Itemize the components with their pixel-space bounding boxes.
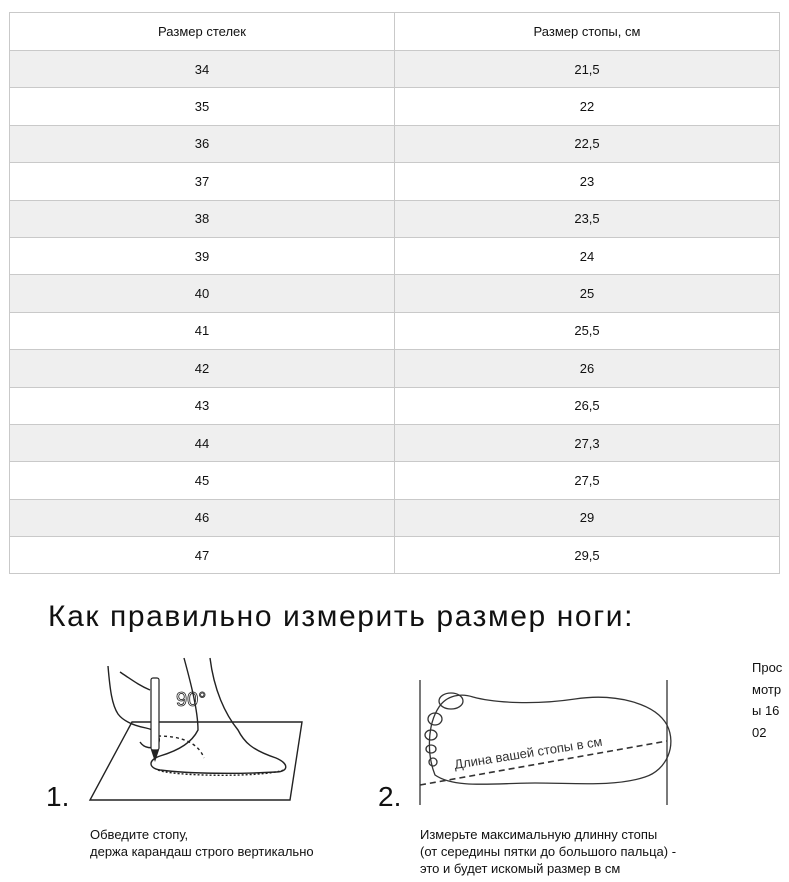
foot-length-cell: 22 [395, 88, 780, 125]
table-row [10, 88, 780, 125]
foot-length-cell: 26,5 [395, 387, 780, 424]
foot-length-cell: 27,3 [395, 424, 780, 461]
foot-length-cell: 25,5 [395, 312, 780, 349]
step-1-caption-line: держа карандаш строго вертикально [90, 844, 314, 859]
insole-size-cell: 46 [10, 499, 395, 536]
length-label: Длина вашей стопы в см [453, 733, 604, 772]
hand-finger [120, 672, 150, 690]
views-counter: Просмотры 1602 [752, 660, 783, 740]
table-row [10, 51, 780, 88]
insole-size-cell: 41 [10, 312, 395, 349]
insole-size-cell: 36 [10, 125, 395, 162]
insole-size-cell: 45 [10, 462, 395, 499]
step-2-caption-line: это и будет искомый размер в см [420, 861, 621, 876]
table-row [10, 312, 780, 349]
foot-length-cell: 26 [395, 350, 780, 387]
table-row [10, 275, 780, 312]
step-1-caption [90, 826, 314, 860]
table-row [10, 424, 780, 461]
table-row [10, 387, 780, 424]
table-row [10, 499, 780, 536]
table-row [10, 163, 780, 200]
step-2-caption [420, 826, 676, 877]
insole-size-cell: 34 [10, 51, 395, 88]
header-foot-length: Размер стопы, см [395, 13, 780, 51]
foot-length-cell: 29,5 [395, 537, 780, 574]
foot-tracing-illustration [80, 650, 320, 810]
toe-3 [425, 730, 437, 740]
step-2-caption-line: Измерьте максимальную длинну стопы [420, 827, 658, 842]
pencil [151, 678, 159, 762]
table-header-row [10, 13, 780, 51]
foot-length-cell: 29 [395, 499, 780, 536]
measure-guide-title: Как правильно измерить размер ноги: [48, 600, 635, 633]
foot-length-cell: 24 [395, 237, 780, 274]
insole-size-cell: 38 [10, 200, 395, 237]
foot-length-cell: 23 [395, 163, 780, 200]
table-row [10, 237, 780, 274]
table-row [10, 200, 780, 237]
insole-size-cell: 43 [10, 387, 395, 424]
insole-size-cell: 35 [10, 88, 395, 125]
insole-size-cell: 44 [10, 424, 395, 461]
table-row [10, 350, 780, 387]
foot-length-cell: 23,5 [395, 200, 780, 237]
foot-outline [151, 658, 286, 773]
size-chart-table [9, 12, 780, 574]
step-2-caption-line: (от середины пятки до большого пальца) - [420, 844, 677, 859]
big-toe [439, 693, 463, 709]
toe-5 [429, 758, 437, 766]
insole-size-cell: 40 [10, 275, 395, 312]
insole-size-cell: 42 [10, 350, 395, 387]
insole-size-cell: 39 [10, 237, 395, 274]
insole-size-cell: 47 [10, 537, 395, 574]
angle-label: 90° [176, 689, 207, 711]
step-2-number: 2. [378, 781, 402, 812]
table-row [10, 537, 780, 574]
header-insole-size: Размер стелек [10, 13, 395, 51]
step-1-number: 1. [46, 781, 70, 812]
foot-length-cell: 27,5 [395, 462, 780, 499]
foot-measure-illustration [405, 665, 705, 815]
foot-length-cell: 21,5 [395, 51, 780, 88]
step-1-caption-line: Обведите стопу, [90, 827, 189, 842]
table-row [10, 462, 780, 499]
table-row [10, 125, 780, 162]
insole-size-cell: 37 [10, 163, 395, 200]
foot-length-cell: 22,5 [395, 125, 780, 162]
toe-4 [426, 745, 436, 753]
foot-print-outline [429, 695, 670, 784]
foot-length-cell: 25 [395, 275, 780, 312]
